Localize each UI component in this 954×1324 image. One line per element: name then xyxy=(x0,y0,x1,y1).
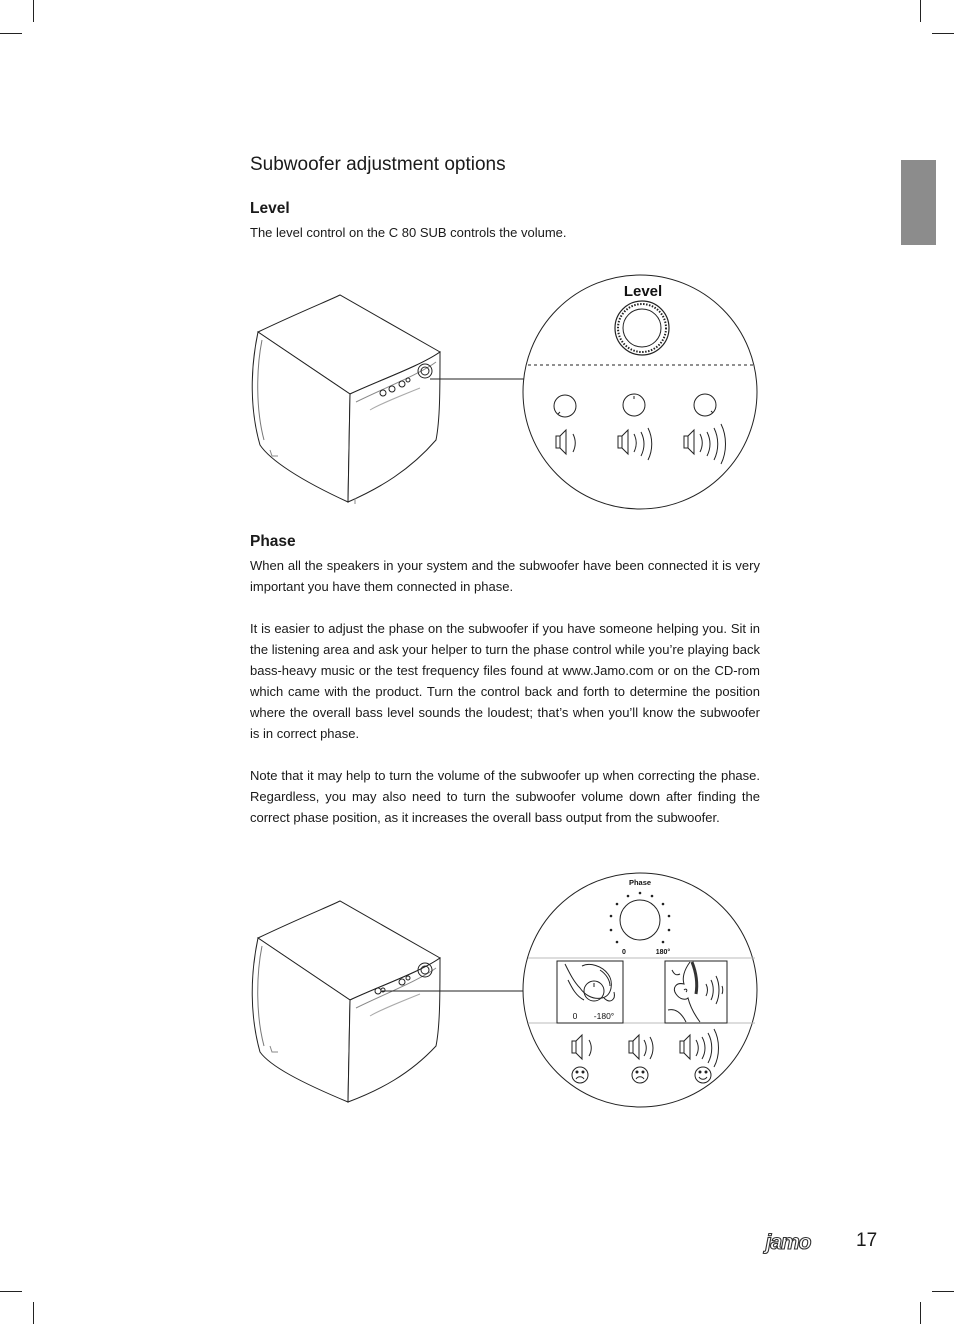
dial-min-label: 0 xyxy=(622,949,626,956)
crop-mark xyxy=(920,1302,921,1324)
level-figure xyxy=(0,270,954,520)
svg-text:jamo: jamo xyxy=(765,1231,811,1254)
phase-paragraph-3: Note that it may help to turn the volume of the subwoofer up when correcting the phase. Regardless, you may also need to turn the subwoofer volume down after finding the correct phase position, as it increases the overall bass output from the subwoofer. xyxy=(250,768,760,825)
subwoofer-illustration xyxy=(252,295,440,504)
crop-mark xyxy=(0,1291,22,1292)
dial-max-label: 180° xyxy=(655,949,671,956)
level-text: The level control on the C 80 SUB controls the volume. xyxy=(250,225,567,240)
crop-mark xyxy=(932,1291,954,1292)
page-title: Subwoofer adjustment options xyxy=(250,154,506,175)
crop-mark xyxy=(33,0,34,22)
crop-mark xyxy=(932,33,954,34)
phase-paragraph-1: When all the speakers in your system and the subwoofer have been connected it is very important you have them connected in phase. xyxy=(250,558,760,594)
page-number: 17 xyxy=(856,1230,878,1251)
crop-mark xyxy=(0,33,22,34)
section-tab xyxy=(901,160,936,245)
phase-paragraph-2: It is easier to adjust the phase on the subwoofer if you have someone helping you. Sit in the listening area and ask your helper to turn the phase control while you’re playing back bass-heavy music or the test frequency files found at www.Jamo.com or on the CD-rom which came with the product. Turn the control back and forth to determine the position where the overall bass level sounds the loudest; that’s when you’ll know the subwoofer is in correct phase. xyxy=(250,621,760,741)
level-figure-label: Level xyxy=(623,283,663,300)
inset-max-label: -180° xyxy=(593,1011,615,1021)
crop-mark xyxy=(920,0,921,22)
phase-detail-circle xyxy=(523,873,757,1107)
level-heading: Level xyxy=(250,200,290,217)
inset-min-label: 0 xyxy=(572,1011,578,1021)
brand-logo xyxy=(748,1230,828,1254)
subwoofer-illustration xyxy=(252,901,440,1102)
phase-heading: Phase xyxy=(250,533,296,550)
level-detail-circle xyxy=(523,275,757,509)
crop-mark xyxy=(33,1302,34,1324)
phase-figure-label: Phase xyxy=(628,878,652,887)
phase-figure xyxy=(0,870,954,1115)
